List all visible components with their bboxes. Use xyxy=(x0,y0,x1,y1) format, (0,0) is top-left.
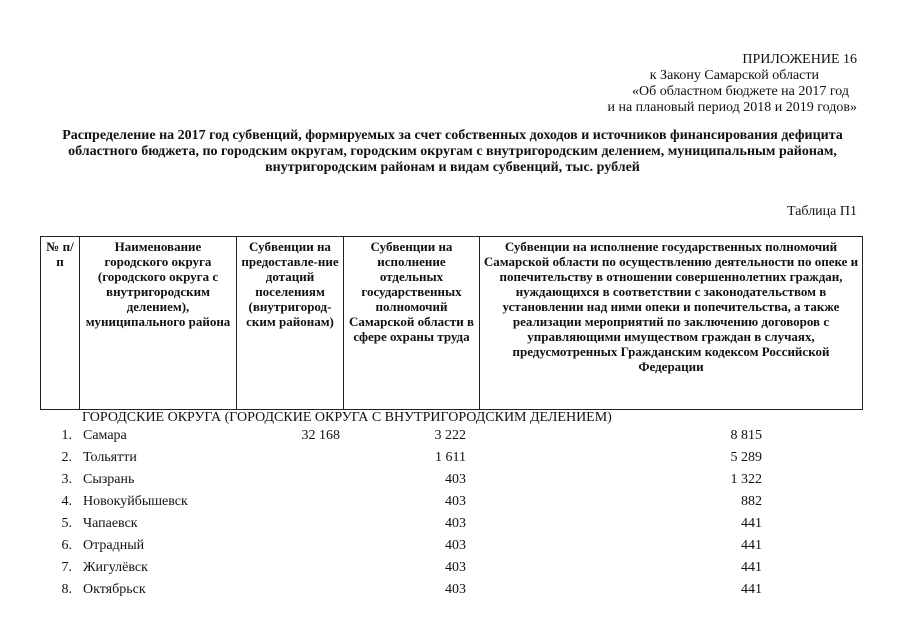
row-subsidy-guardianship: 441 xyxy=(741,582,762,597)
row-subsidy-guardianship: 882 xyxy=(741,494,762,509)
row-subsidy-guardianship: 5 289 xyxy=(730,450,762,465)
row-name: Жигулёвск xyxy=(83,560,148,575)
row-subsidy-guardianship: 1 322 xyxy=(730,472,762,487)
table-row xyxy=(40,450,862,472)
table-row xyxy=(40,472,862,494)
table-row xyxy=(40,582,862,604)
row-num: 6. xyxy=(61,538,72,553)
header-subsidy-guardianship: Субвенции на исполнение государственных полномочий Самарской области по осуществлению деятельности по опеке и попечительству в отношении совершеннолетних граждан, нуждающихся в соответствии с законодательством в установлении над ними опеки и попечительства, а также реализации мероприятий по заключению договоров с управляющими имуществом граждан в случаях, предусмотренных Гражданским кодексом Российской Федерации xyxy=(480,237,863,410)
row-subsidy-labor: 403 xyxy=(445,516,466,531)
appendix-law-name: «Об областном бюджете на 2017 год xyxy=(632,84,849,99)
row-num: 5. xyxy=(61,516,72,531)
row-name: Сызрань xyxy=(83,472,135,487)
row-num: 8. xyxy=(61,582,72,597)
header-num: № п/п xyxy=(41,237,80,410)
row-subsidy-labor: 403 xyxy=(445,494,466,509)
table-row xyxy=(40,428,862,450)
section-heading: ГОРОДСКИЕ ОКРУГА (ГОРОДСКИЕ ОКРУГА С ВНУТРИГОРОДСКИМ ДЕЛЕНИЕМ) xyxy=(82,410,612,425)
appendix-block xyxy=(607,52,857,116)
row-subsidy-labor: 3 222 xyxy=(434,428,466,443)
table-row xyxy=(40,538,862,560)
row-name: Отрадный xyxy=(83,538,145,553)
row-subsidy-labor: 403 xyxy=(445,538,466,553)
row-name: Чапаевск xyxy=(83,516,138,531)
row-num: 2. xyxy=(61,450,72,465)
row-subsidy-guardianship: 441 xyxy=(741,538,762,553)
row-num: 4. xyxy=(61,494,72,509)
table-body xyxy=(40,428,862,604)
row-subsidy-labor: 403 xyxy=(445,560,466,575)
header-name: Наименование городского округа (городского округа с внутригородским делением), муниципального района xyxy=(80,237,237,410)
row-name: Октябрьск xyxy=(83,582,146,597)
row-num: 1. xyxy=(61,428,72,443)
table-label: Таблица П1 xyxy=(787,204,857,219)
header-subsidy-grants: Субвенции на предоставле-ние дотаций поселениям (внутригород-ским районам) xyxy=(237,237,344,410)
document-title: Распределение на 2017 год субвенций, формируемых за счет собственных доходов и источников финансирования дефицита областного бюджета, по городским округам, городским округам с внутригородским делением, муниципальным районам, внутригородским районам и видам субвенций, тыс. рублей xyxy=(62,128,843,175)
row-name: Тольятти xyxy=(83,450,137,465)
row-subsidy-labor: 403 xyxy=(445,472,466,487)
row-num: 3. xyxy=(61,472,72,487)
header-subsidy-labor: Субвенции на исполнение отдельных государственных полномочий Самарской области в сфере охраны труда xyxy=(344,237,480,410)
table-header xyxy=(40,236,863,410)
table-row xyxy=(40,560,862,582)
appendix-title: ПРИЛОЖЕНИЕ 16 xyxy=(742,52,857,67)
row-subsidy-labor: 1 611 xyxy=(435,450,466,465)
row-subsidy-guardianship: 441 xyxy=(741,516,762,531)
row-subsidy-guardianship: 441 xyxy=(741,560,762,575)
row-name: Новокуйбышевск xyxy=(83,494,188,509)
row-subsidy-grants: 32 168 xyxy=(301,428,340,443)
appendix-law-period: и на плановый период 2018 и 2019 годов» xyxy=(607,100,857,115)
row-name: Самара xyxy=(83,428,127,443)
table-row xyxy=(40,494,862,516)
row-subsidy-guardianship: 8 815 xyxy=(730,428,762,443)
header-row xyxy=(41,237,863,410)
appendix-law: к Закону Самарской области xyxy=(649,68,819,83)
row-subsidy-labor: 403 xyxy=(445,582,466,597)
table-row xyxy=(40,516,862,538)
row-num: 7. xyxy=(61,560,72,575)
